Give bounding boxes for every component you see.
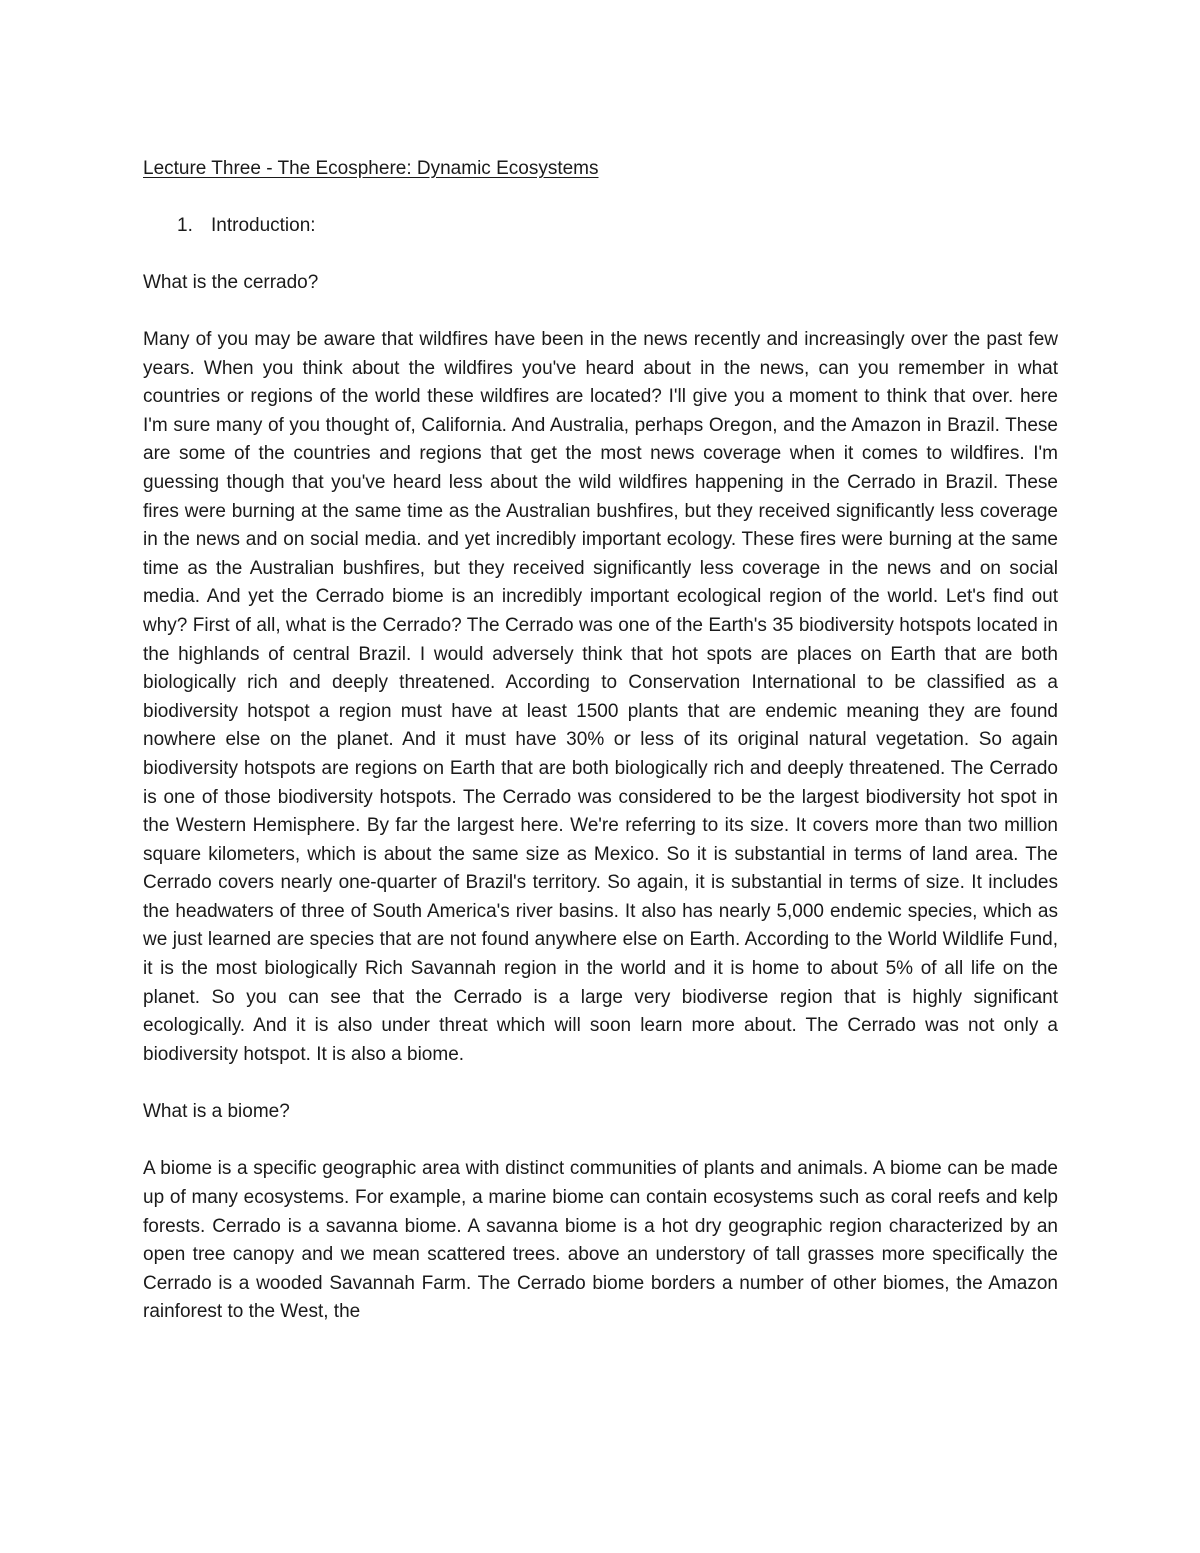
section-paragraph-biome: A biome is a specific geographic area with distinct communities of plants and animals. A biome can be made up of many ecosystems. For example, a marine biome can contain ecosystems such as coral reefs and kelp forests. Cerrado is a savanna biome. A savanna biome is a hot dry geographic region characterized by an open tree canopy and we mean scattered trees. above an understory of tall grasses more specifically the Cerrado is a wooded Savannah Farm. The Cerrado biome borders a number of other biomes, the Amazon rainforest to the West, the — [143, 1158, 1058, 1323]
section-paragraph-cerrado: Many of you may be aware that wildfires have been in the news recently and increasingly over the past few years. When you think about the wildfires you've heard about in the news, can you remember in what countries or regions of the world these wildfires are located? I'll give you a moment to think that over. here I'm sure many of you thought of, California. And Australia, perhaps Oregon, and the Amazon in Brazil. These are some of the countries and regions that get the most news coverage when it comes to wildfires. I'm guessing though that you've heard less about the wild wildfires happening in the Cerrado in Brazil. These fires were burning at the same time as the Australian bushfires, but they received significantly less coverage in the news and on social media. and yet incredibly important ecology. These fires were burning at the same time as the Australian bushfires, but they received significantly less coverage in the news and on social media. And yet the Cerrado biome is an incredibly important ecological region of the world. Let's find out why? First of all, what is the Cerrado? The Cerrado was one of the Earth's 35 biodiversity hotspots located in the highlands of central Brazil. I would adversely think that hot spots are places on Earth that are both biologically rich and deeply threatened. According to Conservation International to be classified as a biodiversity hotspot a region must have at least 1500 plants that are endemic meaning they are found nowhere else on the planet. And it must have 30% or less of its original natural vegetation. So again biodiversity hotspots are regions on Earth that are both biologically rich and deeply threatened. The Cerrado is one of those biodiversity hotspots. The Cerrado was considered to be the largest biodiversity hot spot in the Western Hemisphere. By far the largest here. We're referring to its size. It covers more than two million square kilometers, which is about the same size as Mexico. So it is substantial in terms of land area. The Cerrado covers nearly one-quarter of Brazil's territory. So again, it is substantial in terms of size. It includes the headwaters of three of South America's river basins. It also has nearly 5,000 endemic species, which as we just learned are species that are not found anywhere else on Earth. According to the World Wildlife Fund, it is the most biologically Rich Savannah region in the world and it is home to about 5% of all life on the planet. So you can see that the Cerrado is a large very biodiverse region that is highly significant ecologically. And it is also under threat which will soon learn more about. The Cerrado was not only a biodiversity hotspot. It is also a biome. — [143, 329, 1058, 1065]
numbered-list — [143, 212, 1058, 240]
section-heading-biome: What is a biome? — [143, 1101, 290, 1123]
list-item-label: Introduction: — [211, 215, 316, 236]
document-page — [143, 155, 1058, 1327]
list-item-number: 1. — [177, 215, 193, 236]
document-title: Lecture Three - The Ecosphere: Dynamic Ecosystems — [143, 158, 599, 179]
list-item — [143, 212, 1058, 240]
section-heading-cerrado: What is the cerrado? — [143, 272, 319, 293]
